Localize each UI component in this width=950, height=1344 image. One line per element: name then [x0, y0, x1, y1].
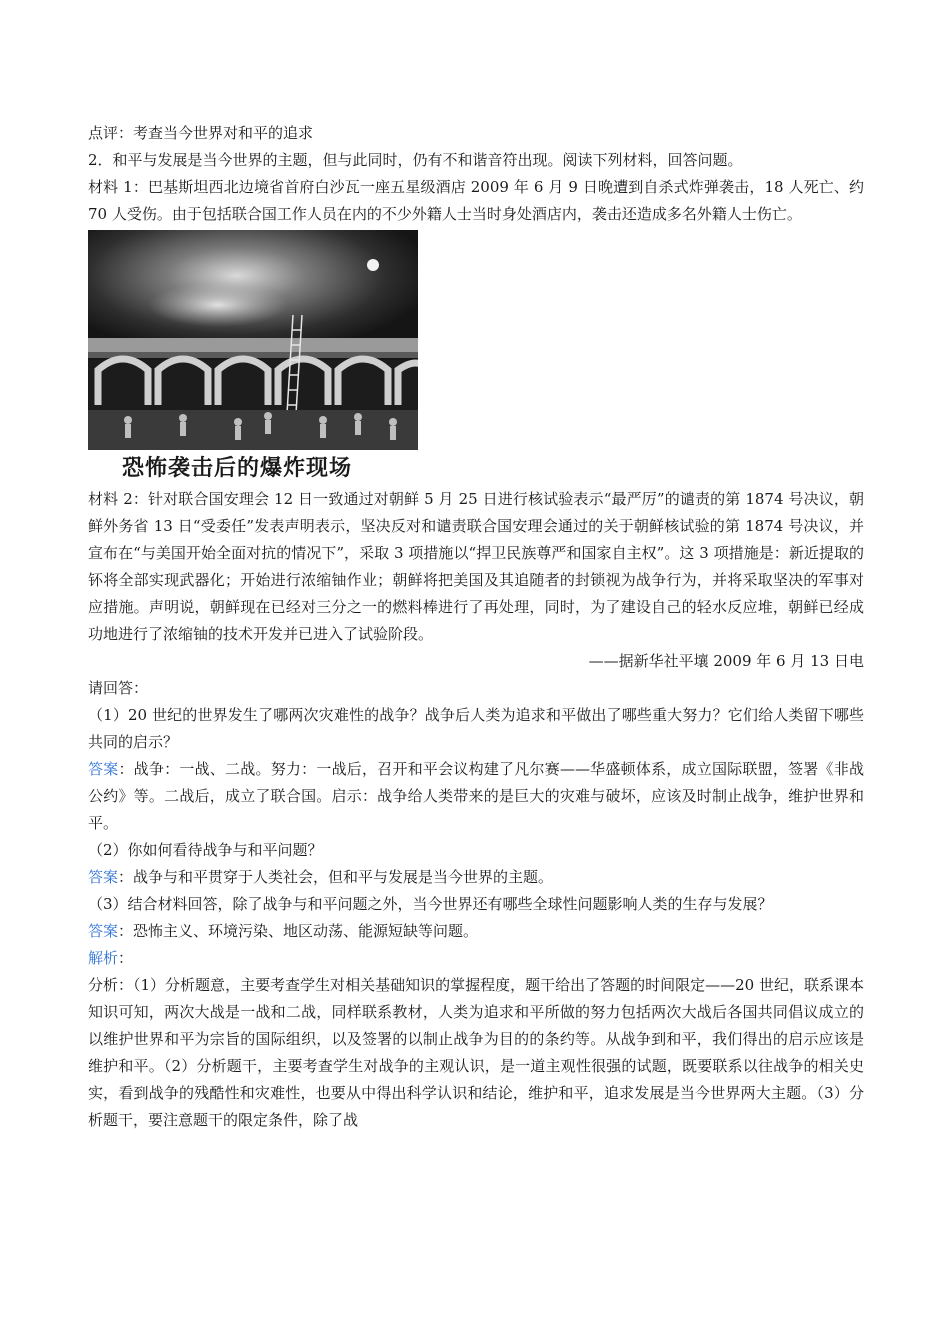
ask-line: 请回答： — [88, 679, 149, 697]
question-2: （2）你如何看待战争与和平问题？ — [88, 841, 323, 859]
analysis-text: 分析：（1）分析题意，主要考查学生对相关基础知识的掌握程度，题干给出了答题的时间限定——20 世纪，联系课本知识可知，两次大战是一战和二战，同样联系教材，人类为追求和平所做的努力包括两次大战后各国共同倡议成立的以维护世界和平为宗旨的国际组织，以及签署的以制止战争为目的的条约等。从战争到和平，我们得出的启示应该是维护和平。（2）分析题干，主要考查学生对战争的主观认识，是一道主观性很强的试题，既要联系以往战争的相关史实，看到战争的残酷性和灾难性，也要从中得出科学认识和结论，维护和平，追求发展是当今世界两大主题。（3）分析题干，要注意题干的限定条件，除了战 — [88, 976, 864, 1129]
answer-1 — [88, 756, 864, 837]
answer-1-text: ：战争：一战、二战。努力：一战后，召开和平会议构建了凡尔赛——华盛顿体系，成立国际联盟，签署《非战公约》等。二战后，成立了联合国。启示：战争给人类带来的是巨大的灾难与破坏，应该及时制止战争，维护世界和平。 — [88, 760, 864, 832]
question-3: （3）结合材料回答，除了战争与和平问题之外，当今世界还有哪些全球性问题影响人类的生存与发展？ — [88, 895, 773, 913]
question-intro: 2．和平与发展是当今世界的主题，但与此同时，仍有不和谐音符出现。阅读下列材料，回答问题。 — [88, 151, 743, 169]
question-1: （1）20 世纪的世界发生了哪两次灾难性的战争？战争后人类为追求和平做出了哪些重大努力？它们给人类留下哪些共同的启示？ — [88, 706, 864, 751]
source-line: ——据新华社平壤 2009 年 6 月 13 日电 — [588, 652, 864, 670]
analysis-label: 解析 — [88, 949, 119, 967]
answer-label: 答案 — [88, 760, 119, 778]
answer-2-text: ：战争与和平贯穿于人类社会，但和平与发展是当今世界的主题。 — [118, 868, 554, 886]
analysis-heading — [88, 945, 864, 972]
explosion-photo-image — [88, 230, 418, 450]
answer-label: 答案 — [88, 922, 119, 940]
answer-3 — [88, 918, 864, 945]
answer-2 — [88, 864, 864, 891]
photo-caption: 恐怖袭击后的爆炸现场 — [122, 456, 353, 481]
material-2: 材料 2：针对联合国安理会 12 日一致通过对朝鲜 5 月 25 日进行核试验表示“最严厉”的谴责的第 1874 号决议，朝鲜外务省 13 日“受委任”发表声明表示，坚决反对和谴责联合国安理会通过的关于朝鲜核试验的第 1874 号决议，并宣布在“与美国开始全面对抗的情况下”，采取 3 项措施以“捍卫民族尊严和国家自主权”。这 3 项措施是：新近提取的钚将全部实现武器化；开始进行浓缩铀作业；朝鲜将把美国及其追随者的封锁视为战争行为，并将采取坚决的军事对应措施。声明说，朝鲜现在已经对三分之一的燃料棒进行了再处理，同时，为了建设自己的轻水反应堆，朝鲜已经成功地进行了浓缩铀的技术开发并已进入了试验阶段。 — [88, 490, 864, 643]
answer-3-text: ：恐怖主义、环境污染、地区动荡、能源短缺等问题。 — [118, 922, 479, 940]
material-1: 材料 1：巴基斯坦西北边境省首府白沙瓦一座五星级酒店 2009 年 6 月 9 日晚遭到自杀式炸弹袭击，18 人死亡、约 70 人受伤。由于包括联合国工作人员在内的不少外籍人士当时身处酒店内，袭击还造成多名外籍人士伤亡。 — [88, 178, 864, 223]
review-line: 点评：考查当今世界对和平的追求 — [88, 124, 314, 142]
answer-label: 答案 — [88, 868, 119, 886]
document-page — [88, 120, 864, 1134]
explosion-photo — [88, 230, 418, 450]
analysis-colon: ： — [118, 949, 134, 967]
